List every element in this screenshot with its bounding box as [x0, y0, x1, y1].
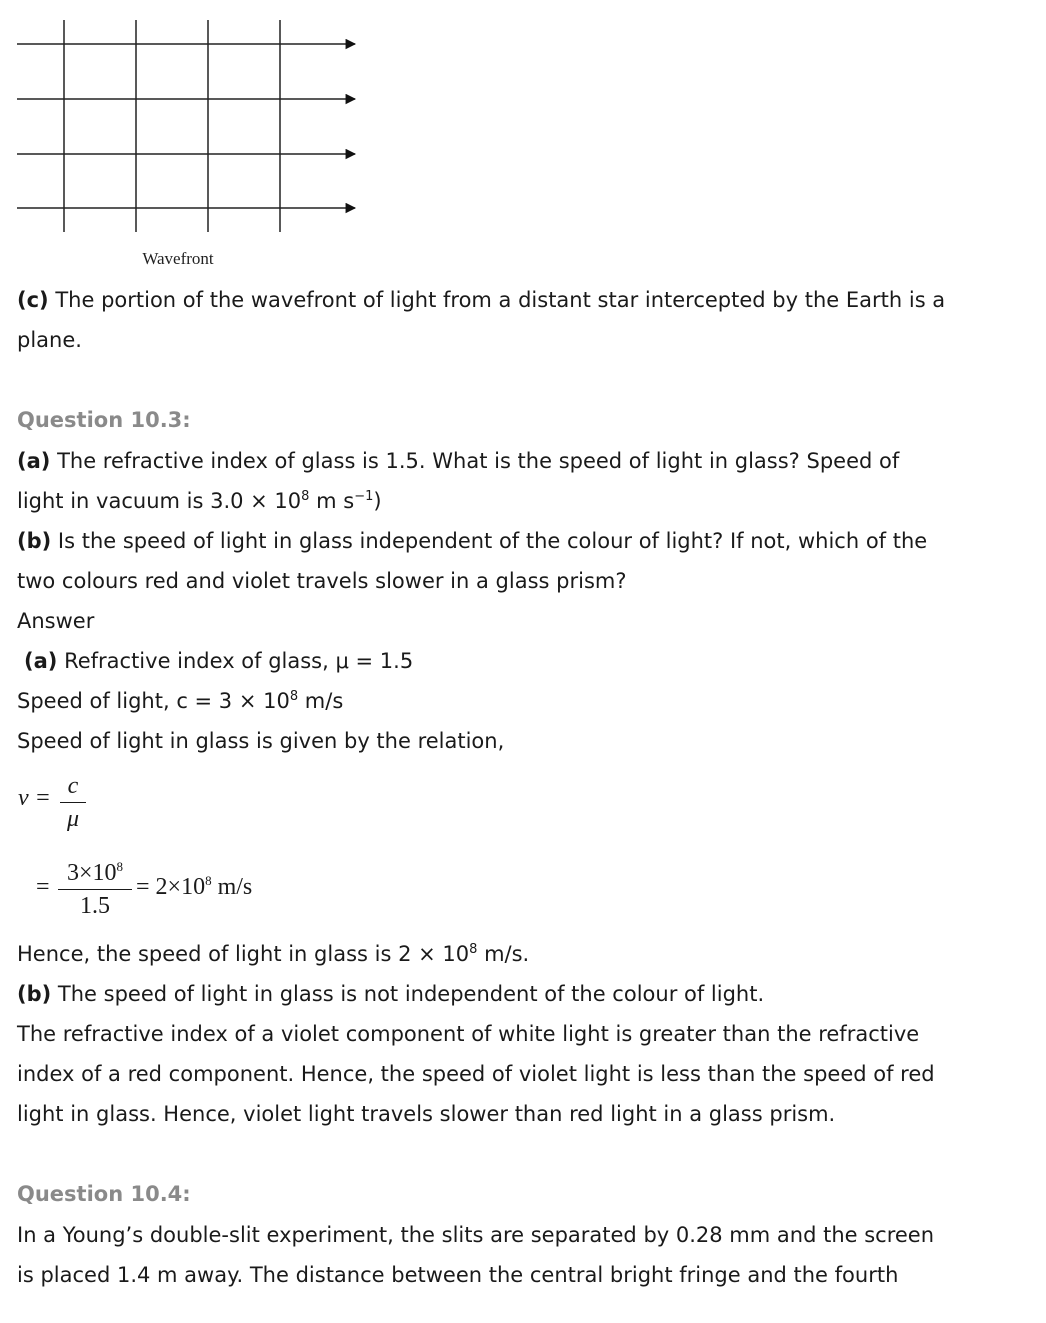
speed-post: m/s [298, 689, 344, 713]
eq2-num-base: 3×10 [66, 860, 117, 886]
eq1-denominator: μ [66, 806, 80, 832]
q3-b-line2: two colours red and violet travels slower in a glass prism? [17, 569, 627, 593]
ans-b-label: (b) [17, 982, 52, 1006]
q3-a-line2-post: ) [373, 489, 382, 513]
ans-b-line [17, 974, 764, 1014]
q3-b-label: (b) [17, 529, 52, 553]
eq2-fraction [58, 857, 132, 922]
q3-b-text: Is the speed of light in glass independent of the colour of light? If not, which of the [57, 529, 928, 553]
q4-line2: is placed 1.4 m away. The distance between the central bright fringe and the fourth [17, 1263, 899, 1287]
speed-pre: Speed of light, c = 3 × 10 [17, 689, 290, 713]
q3-a-line2-unit: m s [309, 489, 355, 513]
q3-a-label: (a) [17, 449, 51, 473]
q3-a-line1 [17, 441, 899, 481]
question-10-3-heading: Question 10.3: [17, 408, 191, 432]
relation-line: Speed of light in glass is given by the relation, [17, 729, 505, 753]
eq2-result [136, 874, 252, 901]
q3-b-line1 [17, 521, 927, 561]
ans-b-text: The speed of light in glass is not independent of the colour of light. [57, 982, 765, 1006]
question-10-4-heading: Question 10.4: [17, 1182, 191, 1206]
ans-a-label: (a) [24, 649, 58, 673]
q3-a-line2-exp: 8 [301, 489, 310, 504]
eq2-equals: = [36, 874, 50, 900]
para-line1: The refractive index of a violet component of white light is greater than the refractive [17, 1022, 920, 1046]
answer-label: Answer [17, 609, 95, 633]
part-c-line2: plane. [17, 328, 82, 352]
ans-a-text: Refractive index of glass, μ = 1.5 [64, 649, 414, 673]
q3-a-line2 [17, 481, 382, 521]
ans-a-line [24, 641, 413, 681]
q3-a-line2-exp2: −1 [354, 489, 374, 504]
q4-line1: In a Young’s double-slit experiment, the slits are separated by 0.28 mm and the screen [17, 1223, 935, 1247]
speed-exp: 8 [289, 689, 299, 704]
wavefront-diagram [0, 0, 380, 280]
eq2-rhs-exp: 8 [205, 873, 212, 888]
eq2-numerator [67, 857, 123, 889]
para-line2: index of a red component. Hence, the speed of violet light is less than the speed of red [17, 1062, 935, 1086]
speed-of-light-line [17, 681, 343, 721]
eq1-lhs: v = [18, 785, 51, 811]
eq2-num-exp: 8 [116, 859, 124, 874]
q3-a-line2-pre: light in vacuum is 3.0 × 10 [17, 489, 302, 513]
wavefront-caption: Wavefront [142, 249, 214, 268]
eq1-numerator: c [67, 773, 79, 799]
eq1-fraction [60, 770, 86, 835]
eq2-rhs-base: = 2×10 [136, 874, 206, 900]
part-c-text: The portion of the wavefront of light from a distant star intercepted by the Earth is a [55, 288, 946, 312]
hence-post: m/s. [477, 942, 530, 966]
hence-pre: Hence, the speed of light in glass is 2 × 10 [17, 942, 470, 966]
hence-exp: 8 [469, 942, 478, 957]
eq2-rhs-unit: m/s [211, 874, 253, 900]
hence-line [17, 934, 529, 974]
part-c-line1 [17, 280, 945, 320]
eq2-denominator: 1.5 [80, 893, 110, 919]
q3-a-text: The refractive index of glass is 1.5. What is the speed of light in glass? Speed of [57, 449, 900, 473]
part-c-label: (c) [17, 288, 49, 312]
para-line3: light in glass. Hence, violet light travels slower than red light in a glass prism. [17, 1102, 836, 1126]
